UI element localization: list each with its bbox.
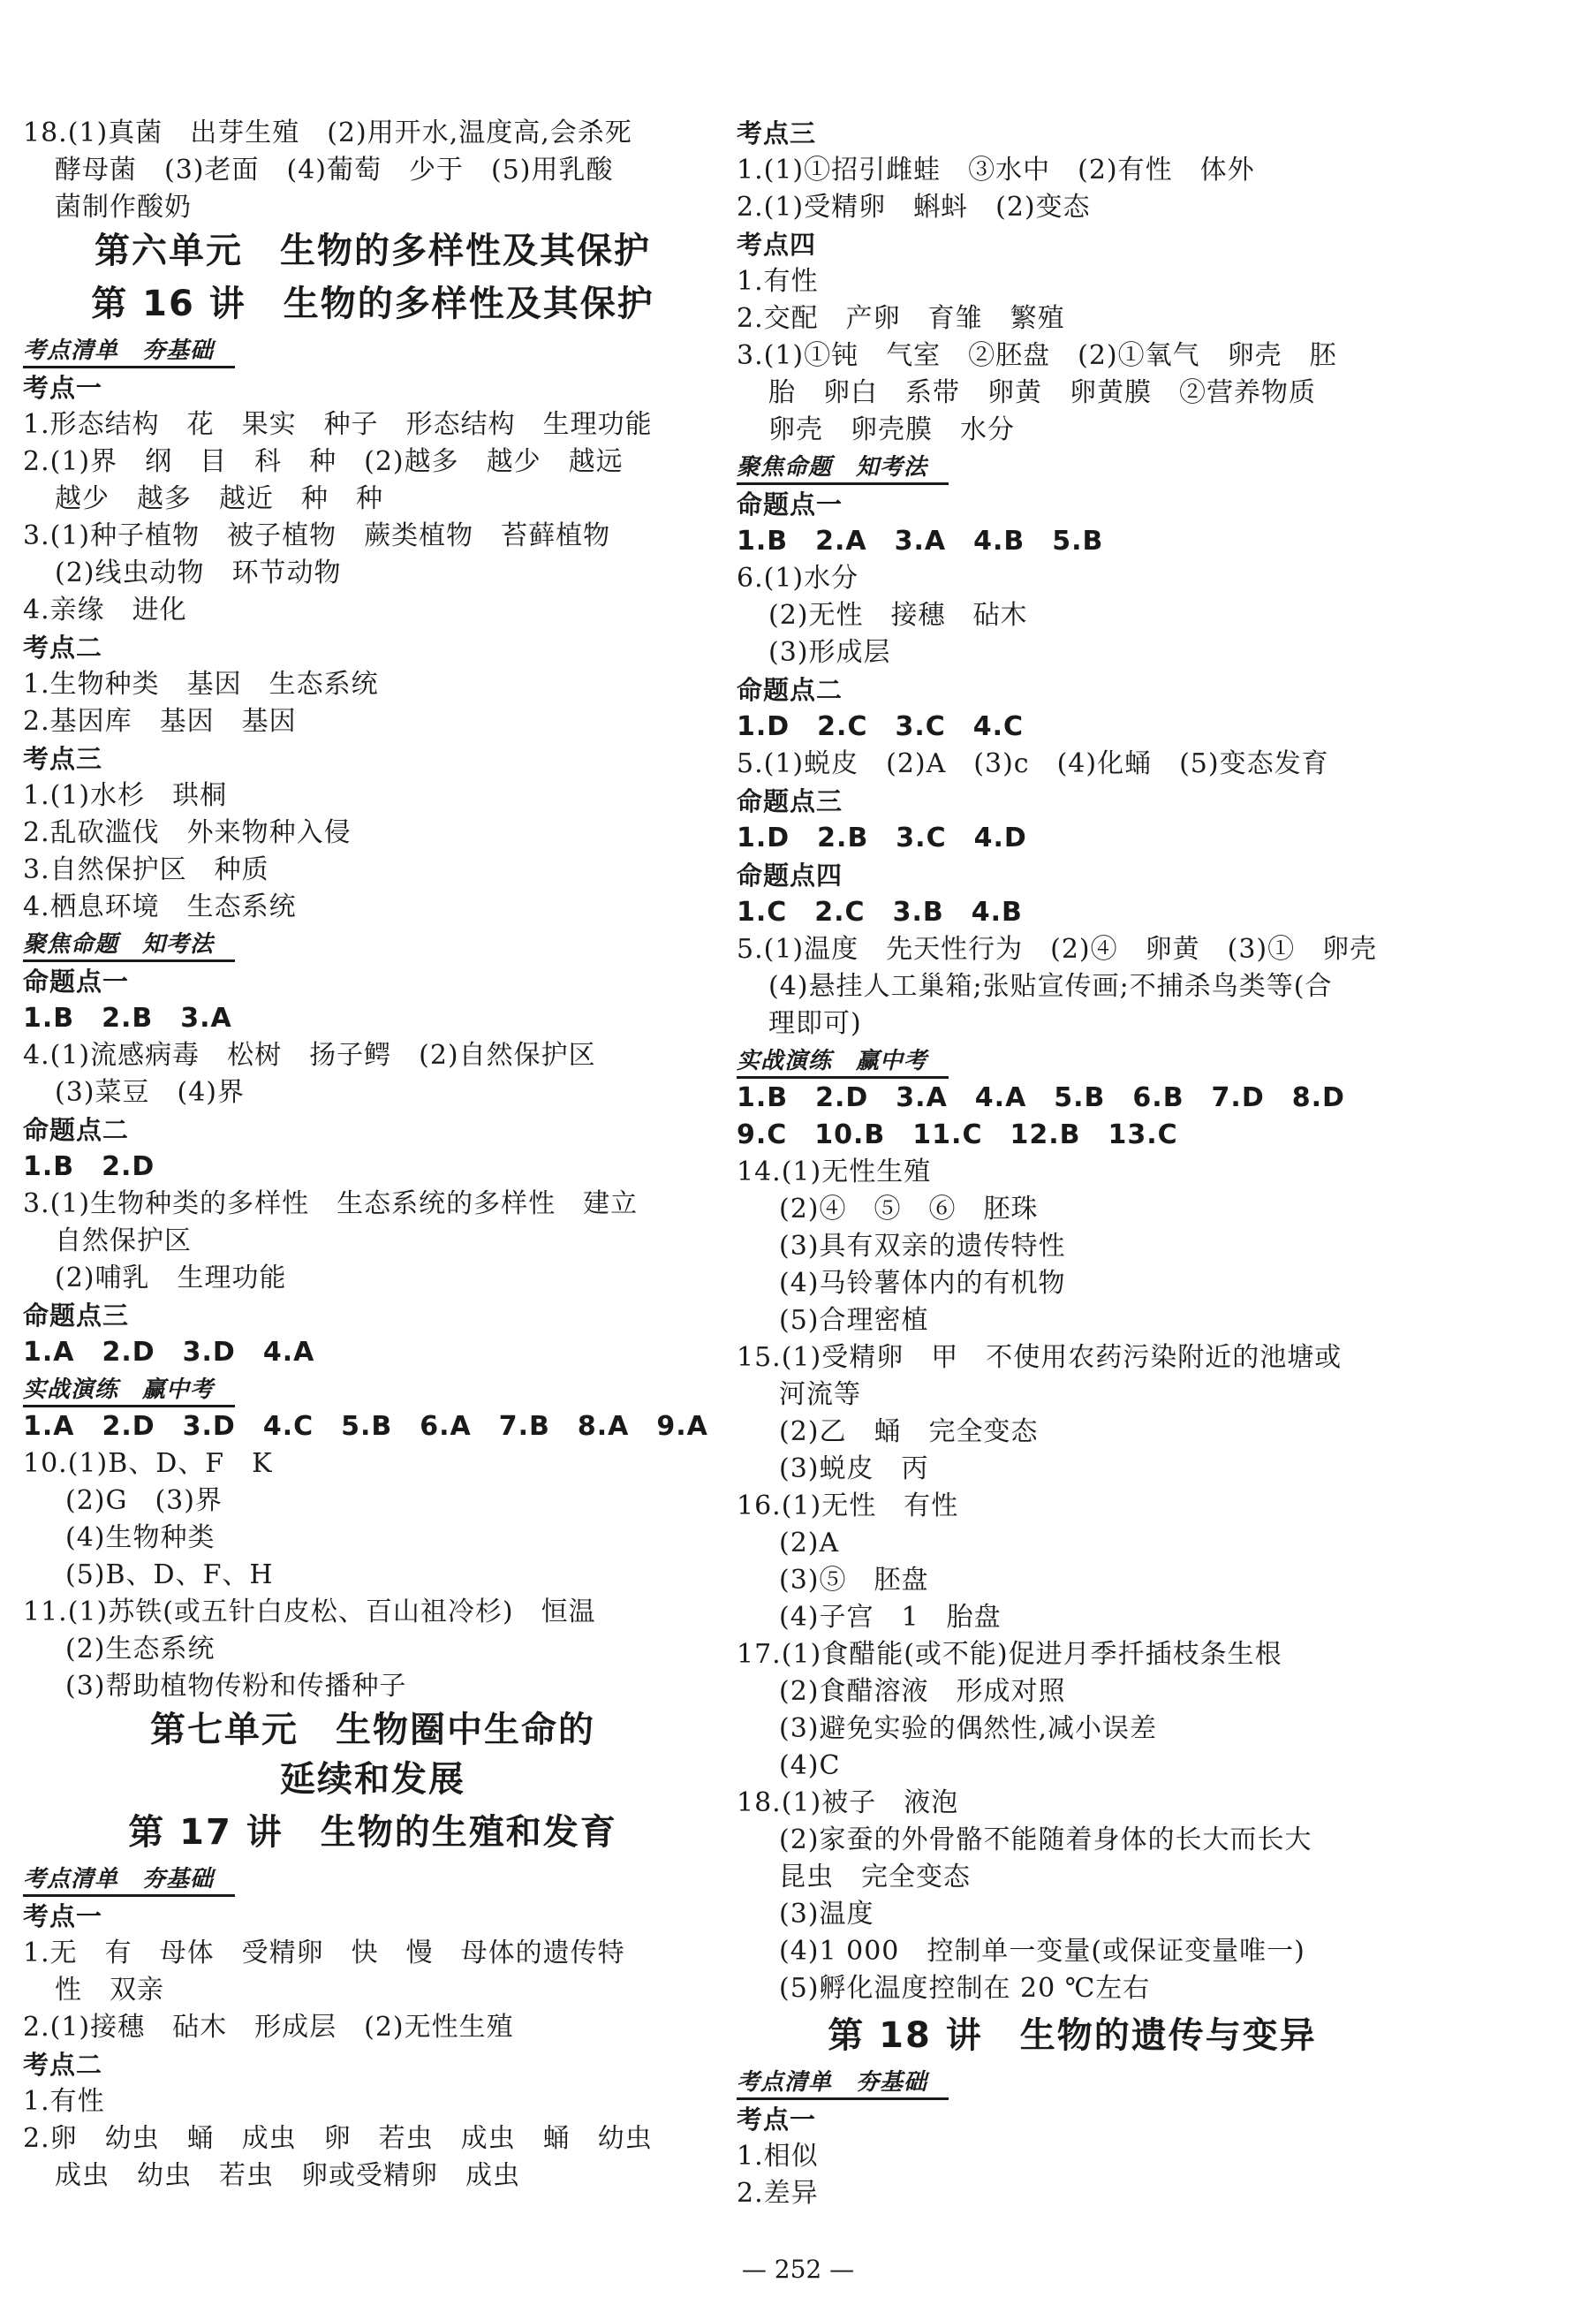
answer-line: 2.(1)受精卵 蝌蚪 (2)变态 [737, 192, 1091, 223]
answer-line: (5)B、D、F、H [65, 1559, 274, 1590]
section-banner [23, 1861, 722, 1898]
choice-answers: 1.C 2.C 3.B 4.B [737, 897, 1023, 928]
answer-line: 2.卵 幼虫 蛹 成虫 卵 若虫 成虫 蛹 幼虫 [23, 2123, 653, 2154]
answer-line: 3.(1)①钝 气室 ②胚盘 (2)①氧气 卵壳 胚 [737, 340, 1337, 371]
answer-line: 18.(1)真菌 出芽生殖 (2)用开水,温度高,会杀死 [23, 118, 632, 148]
answer-line: 理即可) [768, 1008, 862, 1039]
topic-heading: 考点四 [737, 230, 817, 260]
answer-line: (4)马铃薯体内的有机物 [779, 1268, 1066, 1299]
left-column [23, 115, 722, 2195]
topic-heading: 考点三 [23, 744, 103, 774]
answer-line: (4)1 000 控制单一变量(或保证变量唯一) [779, 1936, 1305, 1967]
choice-answers: 1.B 2.A 3.A 4.B 5.B [737, 526, 1104, 557]
lecture-title: 第 18 讲 生物的遗传与变异 [828, 2015, 1317, 2056]
section-banner [23, 926, 722, 963]
topic-heading: 考点二 [23, 633, 103, 663]
answer-line: (3)形成层 [768, 637, 891, 668]
answer-line: 2.(1)界 纲 目 科 种 (2)越多 越少 越远 [23, 446, 624, 477]
topic-heading: 命题点一 [737, 489, 843, 520]
section-banner [737, 449, 1408, 486]
answer-line: 酵母菌 (3)老面 (4)葡萄 少于 (5)用乳酸 [55, 155, 614, 186]
answer-line: 1.(1)①招引雌蛙 ③水中 (2)有性 体外 [737, 155, 1255, 186]
answer-line: 5.(1)蜕皮 (2)A (3)c (4)化蛹 (5)变态发育 [737, 748, 1329, 779]
section-banner [23, 1371, 722, 1408]
lecture-title: 第 16 讲 生物的多样性及其保护 [91, 284, 654, 324]
choice-answers: 9.C 10.B 11.C 12.B 13.C [737, 1119, 1178, 1150]
topic-heading: 命题点二 [737, 675, 843, 705]
answer-line: 3.(1)生物种类的多样性 生态系统的多样性 建立 [23, 1188, 639, 1219]
unit-title: 延续和发展 [280, 1759, 465, 1800]
answer-line: 1.有性 [23, 2086, 105, 2117]
answer-line: 越少 越多 越近 种 种 [55, 483, 383, 514]
answer-line: (2)G (3)界 [65, 1485, 223, 1516]
answer-line: 菌制作酸奶 [55, 192, 192, 223]
answer-line: 1.相似 [737, 2141, 819, 2172]
answer-line: 2.差异 [737, 2178, 819, 2209]
section-banner-label: 聚焦命题 知考法 [737, 452, 949, 485]
topic-heading: 命题点三 [23, 1301, 130, 1331]
section-banner-label: 考点清单 夯基础 [23, 1864, 235, 1897]
answer-line: 卵壳 卵壳膜 水分 [768, 414, 1015, 445]
answer-line: (5)孵化温度控制在 20 ℃左右 [779, 1973, 1151, 2004]
answer-line: 11.(1)苏铁(或五针白皮松、百山祖冷杉) 恒温 [23, 1596, 596, 1627]
answer-line: 17.(1)食醋能(或不能)促进月季扦插枝条生根 [737, 1639, 1282, 1670]
answer-line: 6.(1)水分 [737, 563, 859, 594]
answer-line: 14.(1)无性生殖 [737, 1157, 932, 1187]
answer-line: (3)帮助植物传粉和传播种子 [65, 1671, 407, 1702]
answer-line: 16.(1)无性 有性 [737, 1490, 959, 1521]
choice-answers: 1.D 2.C 3.C 4.C [737, 711, 1025, 742]
section-banner-label: 考点清单 夯基础 [23, 336, 235, 368]
answer-line: 胎 卵白 系带 卵黄 卵黄膜 ②营养物质 [768, 377, 1316, 408]
answer-line: 1.有性 [737, 266, 819, 297]
answer-line: (2)哺乳 生理功能 [55, 1263, 287, 1293]
answer-line: 15.(1)受精卵 甲 不使用农药污染附近的池塘或 [737, 1342, 1343, 1373]
right-column [737, 115, 1408, 2212]
answer-line: 1.无 有 母体 受精卵 快 慢 母体的遗传特 [23, 1938, 625, 1968]
choice-answers: 1.A 2.D 3.D 4.C 5.B 6.A 7.B 8.A 9.A [23, 1411, 708, 1442]
answer-line: 2.乱砍滥伐 外来物种入侵 [23, 817, 352, 848]
section-banner-label: 实战演练 赢中考 [23, 1375, 235, 1407]
topic-heading: 命题点三 [737, 786, 843, 816]
choice-answers: 1.B 2.B 3.A [23, 1003, 232, 1034]
answer-line: 2.基因库 基因 基因 [23, 706, 297, 737]
choice-answers: 1.B 2.D [23, 1151, 155, 1182]
section-banner [23, 332, 722, 369]
topic-heading: 考点一 [737, 2105, 817, 2135]
topic-heading: 考点二 [23, 2050, 103, 2080]
topic-heading: 命题点一 [23, 967, 130, 997]
answer-line: 自然保护区 [55, 1225, 192, 1256]
answer-line: 昆虫 完全变态 [779, 1862, 971, 1892]
answer-line: (3)⑤ 胚盘 [779, 1565, 929, 1596]
section-banner [737, 2064, 1408, 2101]
page-number: — 252 — [741, 2255, 855, 2284]
topic-heading: 考点一 [23, 1901, 103, 1931]
choice-answers: 1.D 2.B 3.C 4.D [737, 823, 1027, 853]
answer-line: (4)子宫 1 胎盘 [779, 1602, 1002, 1633]
answer-line: (3)蜕皮 丙 [779, 1453, 929, 1484]
answer-line: (2)A [779, 1528, 840, 1559]
answer-line: (2)线虫动物 环节动物 [55, 557, 342, 588]
answer-line: (4)生物种类 [65, 1522, 216, 1553]
answer-line: 3.自然保护区 种质 [23, 854, 269, 885]
section-banner-label: 聚焦命题 知考法 [23, 929, 235, 962]
answer-line: (2)食醋溶液 形成对照 [779, 1676, 1066, 1707]
choice-answers: 1.A 2.D 3.D 4.A [23, 1337, 315, 1368]
answer-line: (2)乙 蛹 完全变态 [779, 1416, 1039, 1447]
topic-heading: 命题点二 [23, 1115, 130, 1145]
choice-answers: 1.B 2.D 3.A 4.A 5.B 6.B 7.D 8.D [737, 1082, 1345, 1113]
answer-line: 10.(1)B、D、F K [23, 1448, 273, 1479]
answer-line: 成虫 幼虫 若虫 卵或受精卵 成虫 [55, 2160, 520, 2191]
answer-line: 4.栖息环境 生态系统 [23, 891, 297, 922]
answer-line: (2)无性 接穗 砧木 [768, 600, 1028, 631]
answer-line: 1.(1)水杉 珙桐 [23, 780, 228, 811]
section-banner-label: 实战演练 赢中考 [737, 1046, 949, 1079]
topic-heading: 考点一 [23, 373, 103, 403]
answer-line: (4)悬挂人工巢箱;张贴宣传画;不捕杀鸟类等(合 [768, 971, 1333, 1002]
answer-line: 4.亲缘 进化 [23, 595, 187, 626]
answer-line: (2)生态系统 [65, 1634, 216, 1665]
answer-line: 2.交配 产卵 育雏 繁殖 [737, 303, 1065, 334]
answer-line: (3)菜豆 (4)界 [55, 1077, 245, 1108]
answer-line: 18.(1)被子 液泡 [737, 1787, 959, 1818]
answer-line: 1.形态结构 花 果实 种子 形态结构 生理功能 [23, 409, 653, 440]
answer-line: (3)温度 [779, 1899, 874, 1930]
lecture-title: 第 17 讲 生物的生殖和发育 [128, 1812, 617, 1853]
answer-line: 河流等 [779, 1379, 861, 1410]
answer-line: (3)具有双亲的遗传特性 [779, 1231, 1066, 1262]
topic-heading: 命题点四 [737, 861, 843, 891]
answer-line: (5)合理密植 [779, 1305, 929, 1336]
answer-line: 1.生物种类 基因 生态系统 [23, 669, 379, 700]
answer-line: (2)④ ⑤ ⑥ 胚珠 [779, 1194, 1039, 1225]
unit-title: 第七单元 生物圈中生命的 [150, 1710, 595, 1750]
answer-line: 3.(1)种子植物 被子植物 蕨类植物 苔藓植物 [23, 520, 611, 551]
answer-line: (2)家蚕的外骨骼不能随着身体的长大而长大 [779, 1824, 1312, 1855]
answer-line: (3)避免实验的偶然性,减小误差 [779, 1713, 1158, 1744]
answer-line: 5.(1)温度 先天性行为 (2)④ 卵黄 (3)① 卵壳 [737, 934, 1378, 965]
topic-heading: 考点三 [737, 118, 817, 148]
answer-line: 4.(1)流感病毒 松树 扬子鳄 (2)自然保护区 [23, 1040, 596, 1071]
unit-title: 第六单元 生物的多样性及其保护 [95, 231, 651, 271]
answer-line: (4)C [779, 1750, 841, 1781]
section-banner [737, 1043, 1408, 1080]
section-banner-label: 考点清单 夯基础 [737, 2067, 949, 2100]
answer-line: 性 双亲 [55, 1975, 164, 2006]
answer-line: 2.(1)接穗 砧木 形成层 (2)无性生殖 [23, 2012, 514, 2043]
